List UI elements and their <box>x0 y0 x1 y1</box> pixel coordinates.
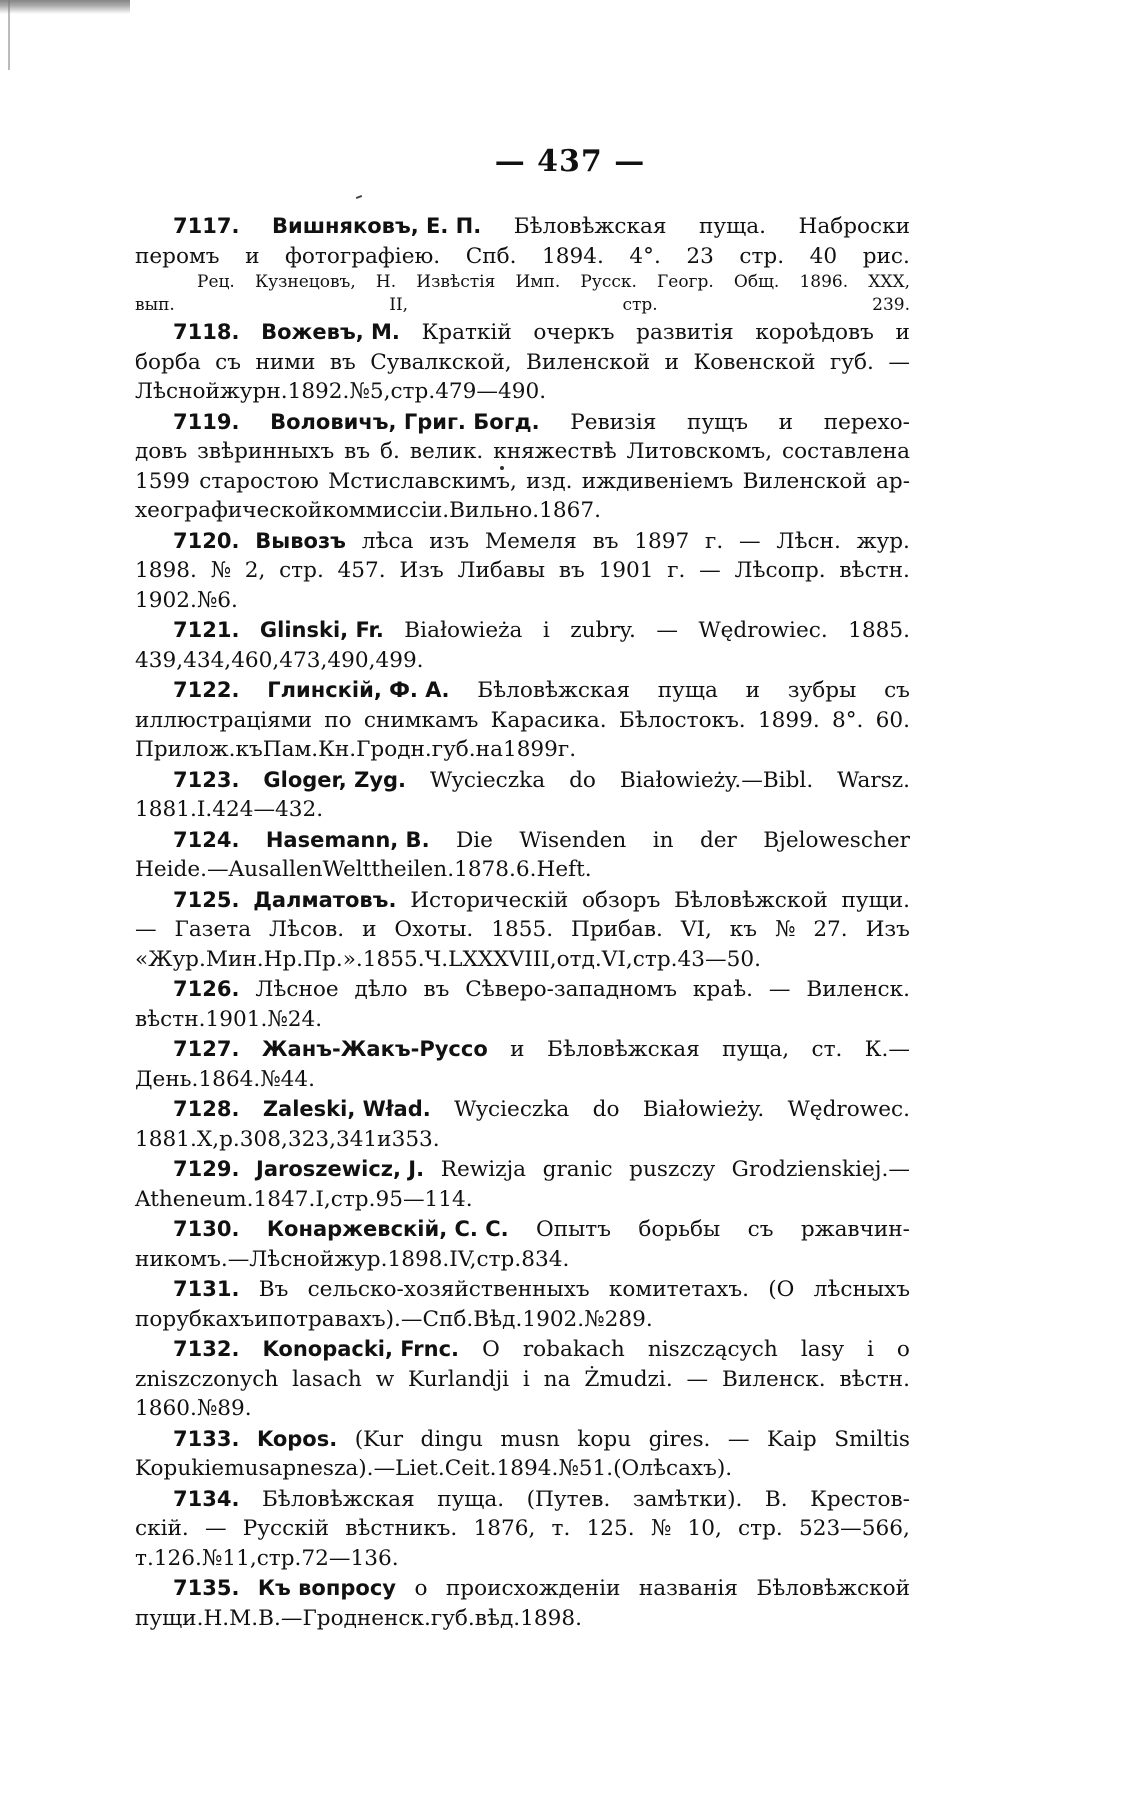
entry-line: «Жур. Мин. Нр. Пр.». 1855. Ч. LXXXVIII, отд. VI, стр. 43—50. <box>135 946 761 972</box>
entry-line: 7125. Далматовъ. Историческій обзоръ Бѣловѣжской пущи. <box>135 886 910 916</box>
bibliography-entry <box>135 1155 910 1214</box>
bibliography-entry <box>135 826 910 885</box>
entry-number: 7123. <box>173 767 240 792</box>
entry-number: 7133. <box>173 1426 240 1451</box>
entry-author: Глинскій, Ф. А. <box>267 678 450 702</box>
entry-line: 7126. Лѣсное дѣло въ Сѣверо-западномъ краѣ. — Виленск. <box>135 975 910 1005</box>
scan-edge-artifact <box>0 0 130 14</box>
entry-author: Вишняковъ, Е. П. <box>271 214 482 238</box>
entry-number: 7132. <box>173 1337 240 1361</box>
entry-line: иллюстраціями по снимкамъ Карасика. Бѣлостокъ. 1899. 8°. 60. <box>135 707 910 733</box>
entry-line: 439, 434, 460, 473, 490, 499. <box>135 647 424 673</box>
entry-line: 7134. Бѣловѣжская пуща. (Путев. замѣтки). В. Крестов- <box>135 1485 910 1515</box>
entry-author: Вывозъ <box>255 528 346 553</box>
entry-line: 7130. Конаржевскій, С. С. Опытъ борьбы съ ржавчин- <box>135 1215 910 1245</box>
entry-line: zniszczonych lasach w Kurlandji i na Żmudzi. — Виленск. вѣстн. <box>135 1366 910 1392</box>
entry-number: 7127. <box>173 1037 240 1061</box>
entry-line: 1860. № 89. <box>135 1396 252 1421</box>
entry-author: Вожевъ, М. <box>261 320 400 344</box>
entry-line: 7122. Глинскій, Ф. А. Бѣловѣжская пуща и зубры съ <box>135 676 910 706</box>
entry-line: вѣстн. 1901. № 24. <box>135 1006 323 1032</box>
entry-number: 7134. <box>173 1486 240 1511</box>
entry-author: Gloger, Zyg. <box>263 767 407 792</box>
entry-author: Glinski, Fr. <box>259 618 384 642</box>
bibliography-entry <box>135 212 910 317</box>
bibliography-entry <box>135 886 910 975</box>
bibliography-entry <box>135 676 910 765</box>
entry-line: 7124. Hasemann, B. Die Wisenden in der Bjelowescher <box>135 826 910 856</box>
entry-author: Далматовъ. <box>253 887 397 912</box>
bibliography-list <box>135 212 910 1634</box>
entry-line: 7132. Konopacki, Frnc. O robakach niszczących lasy i o <box>135 1335 910 1365</box>
entry-line: пущи. Н. М. В. — Гродненск. губ. вѣд. 1898. <box>135 1605 582 1631</box>
entry-line: скій. — Русскій вѣстникъ. 1876, т. 125. № 10, стр. 523—566, <box>135 1516 910 1541</box>
entry-author: Jaroszewicz, J. <box>256 1157 425 1181</box>
entry-line: борба съ ними въ Сувалкской, Виленской и Ковенской губ. — <box>135 349 910 375</box>
entry-number: 7126. <box>173 977 240 1001</box>
entry-line: 1881. I. 424—432. <box>135 797 324 822</box>
entry-line: 7121. Glinski, Fr. Białowieża i zubry. — Wędrowiec. 1885. <box>135 616 910 646</box>
entry-author: Конаржевскій, С. С. <box>266 1217 509 1241</box>
entry-line: 7131. Въ сельско-хозяйственныхъ комитетахъ. (О лѣсныхъ <box>135 1275 910 1305</box>
entry-line: довъ звѣринныхъ въ б. велик. княжествѣ Литовскомъ, составлена <box>135 439 910 464</box>
entry-number: 7124. <box>173 827 240 852</box>
bibliography-entry <box>135 1335 910 1424</box>
review-line: Рец. Кузнецовъ, Н. Извѣстія Имп. Русск. Геогр. Общ. 1896. XXX, <box>197 272 910 292</box>
entry-number: 7119. <box>173 409 240 434</box>
entry-author: Zaleski, Wład. <box>262 1097 431 1121</box>
bibliography-entry <box>135 1425 910 1484</box>
entry-line: 7117. Вишняковъ, Е. П. Бѣловѣжская пуща. Наброски <box>135 212 910 242</box>
entry-number: 7118. <box>173 320 240 344</box>
stray-mark <box>356 195 362 199</box>
bibliography-entry <box>135 408 910 526</box>
entry-line: перомъ и фотографіею. Спб. 1894. 4°. 23 стр. 40 рис. <box>135 243 910 269</box>
entry-line: День. 1864. № 44. <box>135 1066 315 1092</box>
bibliography-entry <box>135 1574 910 1633</box>
entry-author: Воловичъ, Григ. Богд. <box>270 409 540 434</box>
entry-line: порубкахъ и потравахъ). — Спб. Вѣд. 1902. № 289. <box>135 1306 653 1332</box>
entry-number: 7121. <box>173 618 240 642</box>
entry-line: 7133. Kopos. (Kur dingu musn kopu gires. — Kaip Smiltis <box>135 1425 910 1455</box>
bibliography-entry <box>135 527 910 616</box>
entry-author: Hasemann, B. <box>265 827 430 852</box>
entry-line: 1599 старостою Мстиславскимъ, изд. иждивеніемъ Виленской ар- <box>135 468 910 494</box>
entry-line: 7129. Jaroszewicz, J. Rewizja granic puszczy Grodzienskiej.— <box>135 1155 910 1185</box>
entry-line: 7128. Zaleski, Wład. Wycieczka do Białowieży. Wędrowec. <box>135 1095 910 1125</box>
entry-line: Kopu kiemus apnesza). — Liet. Ceit. 1894. № 51. (О лѣсахъ). <box>135 1456 733 1481</box>
page-number: — 437 — <box>494 144 646 179</box>
entry-number: 7128. <box>173 1097 240 1121</box>
review-line: вып. II, стр. 239. <box>135 295 910 315</box>
entry-author: Къ вопросу <box>257 1576 396 1600</box>
entry-number: 7129. <box>173 1157 240 1181</box>
entry-line: 7123. Gloger, Zyg. Wycieczka do Białowieży.—Bibl. Warsz. <box>135 766 910 796</box>
bibliography-entry <box>135 1215 910 1274</box>
entry-number: 7135. <box>173 1576 240 1600</box>
entry-author: Konopacki, Frnc. <box>262 1337 460 1361</box>
entry-review <box>135 271 910 317</box>
entry-line: Прилож. къ Пам. Кн. Гродн. губ. на 1899 г. <box>135 737 577 762</box>
entry-line: Heide. — Aus allen Welttheilen. 1878. 6. Heft. <box>135 857 592 882</box>
entry-line: хеографической коммиссіи. Вильно. 1867. <box>135 498 601 523</box>
scan-edge-line <box>8 0 10 70</box>
bibliography-entry <box>135 616 910 675</box>
entry-line: 7118. Вожевъ, М. Краткій очеркъ развитія короѣдовъ и <box>135 318 910 348</box>
bibliography-entry <box>135 766 910 825</box>
entry-number: 7131. <box>173 1277 240 1301</box>
bibliography-entry <box>135 975 910 1034</box>
bibliography-entry <box>135 318 910 407</box>
entry-number: 7120. <box>173 528 240 553</box>
entry-line: 1881. X, p. 308, 323, 341 и 353. <box>135 1126 440 1152</box>
entry-line: 1898. № 2, стр. 457. Изъ Либавы въ 1901 г. — Лѣсопр. вѣстн. <box>135 558 910 583</box>
entry-line: 7120. Вывозъ лѣса изъ Мемеля въ 1897 г. — Лѣсн. жур. <box>135 527 910 557</box>
bibliography-entry <box>135 1095 910 1154</box>
entry-line: Atheneum. 1847. I, стр. 95—114. <box>135 1186 473 1212</box>
entry-line: никомъ. — Лѣсной жур. 1898. IV, стр. 834. <box>135 1246 570 1272</box>
bibliography-entry <box>135 1275 910 1334</box>
bibliography-entry <box>135 1035 910 1094</box>
entry-line: Лѣсной журн. 1892. № 5, стр. 479—490. <box>135 379 547 404</box>
entry-number: 7122. <box>173 678 240 702</box>
entry-number: 7130. <box>173 1217 240 1241</box>
entry-line: 7135. Къ вопросу о происхожденіи названія Бѣловѣжской <box>135 1574 910 1604</box>
entry-author: Жанъ-Жакъ-Руссо <box>261 1037 488 1061</box>
entry-line: 1902. № 6. <box>135 587 238 613</box>
entry-author: Kopos. <box>256 1426 338 1451</box>
entry-number: 7125. <box>173 887 240 912</box>
bibliography-entry <box>135 1485 910 1574</box>
entry-line: 7127. Жанъ-Жакъ-Руссо и Бѣловѣжская пуща, ст. К.— <box>135 1035 910 1065</box>
entry-line: 7119. Воловичъ, Григ. Богд. Ревизія пущъ и перехо- <box>135 408 910 438</box>
entry-line: — Газета Лѣсов. и Охоты. 1855. Прибав. VI, къ № 27. Изъ <box>135 917 910 942</box>
entry-number: 7117. <box>173 214 240 238</box>
entry-line: т. 126. № 11, стр. 72—136. <box>135 1545 399 1571</box>
